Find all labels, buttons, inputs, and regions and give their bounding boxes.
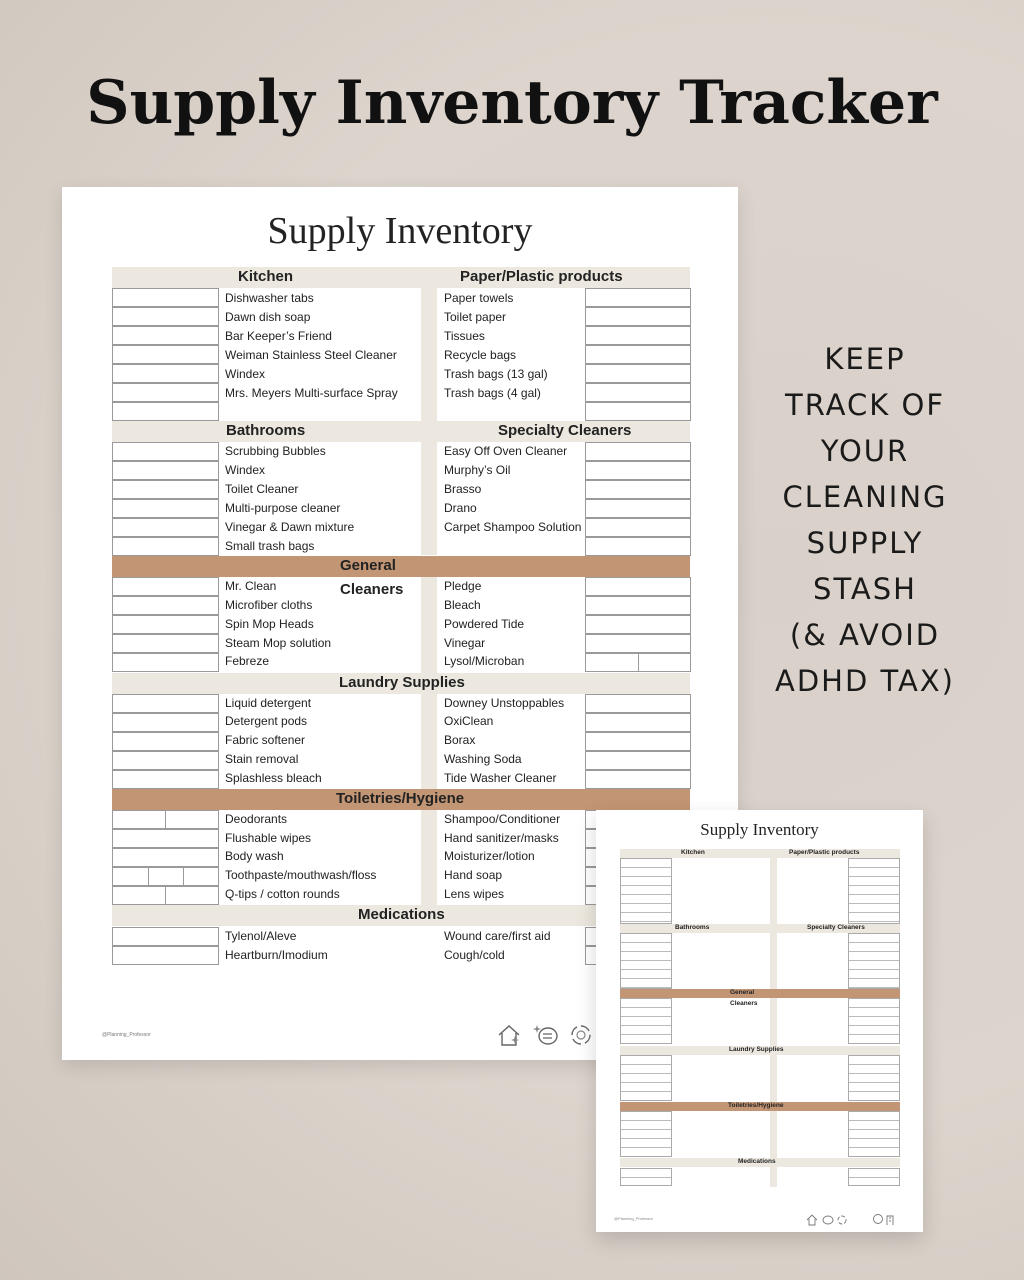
item-laundry: Detergent pods <box>225 714 308 728</box>
checkbox-toiletries-2[interactable] <box>112 829 219 848</box>
item-bathrooms: Toilet Cleaner <box>225 482 299 496</box>
checkbox-medications-1[interactable] <box>112 927 219 946</box>
mini-boxes <box>620 998 672 1044</box>
mini-boxes <box>848 998 900 1044</box>
sheet-credit: @Planning_Professor <box>102 1032 151 1038</box>
item-laundry: Borax <box>444 733 476 747</box>
item-general: Mr. Clean <box>225 579 277 593</box>
tagline-line: YOUR <box>820 434 910 468</box>
item-kitchen: Bar Keeper’s Friend <box>225 329 332 343</box>
mini-boxes <box>620 1111 672 1157</box>
item-bathrooms: Windex <box>225 463 266 477</box>
item-toiletries: Moisturizer/lotion <box>444 849 535 863</box>
item-laundry: Washing Soda <box>444 752 522 766</box>
item-toiletries: Hand soap <box>444 868 503 882</box>
item-laundry: Liquid detergent <box>225 696 312 710</box>
mini-icons-2 <box>872 1212 898 1229</box>
item-general: Spin Mop Heads <box>225 617 314 631</box>
mini-boxes <box>848 1111 900 1157</box>
checkbox-general-3[interactable] <box>112 615 219 634</box>
mini-label-kitchen: Kitchen <box>681 849 705 856</box>
checkbox-general-r3[interactable] <box>585 615 691 634</box>
section-title-paper: Paper/Plastic products <box>460 268 623 285</box>
item-laundry: Stain removal <box>225 752 299 766</box>
section-title-toiletries: Toiletries/Hygiene <box>336 790 465 807</box>
item-toiletries: Shampoo/Conditioner <box>444 812 561 826</box>
header-bar-general <box>112 556 690 577</box>
checkbox-general-r5[interactable] <box>585 653 691 672</box>
column-divider <box>421 577 437 673</box>
mini-boxes <box>620 933 672 989</box>
checkbox-bathrooms-4[interactable] <box>112 499 219 518</box>
tagline-line: ADHD TAX) <box>774 664 955 698</box>
mini-divider <box>770 998 777 1046</box>
mini-label-toiletries: Toiletries/Hygiene <box>728 1102 784 1109</box>
mini-boxes <box>620 1055 672 1101</box>
checkbox-general-r2[interactable] <box>585 596 691 615</box>
checkbox-general-r4[interactable] <box>585 634 691 653</box>
checkbox-laundry-r5[interactable] <box>585 770 691 789</box>
item-specialty: Brasso <box>444 482 482 496</box>
mini-divider <box>770 1167 777 1187</box>
checkbox-laundry-r3[interactable] <box>585 732 691 751</box>
section-title-bathrooms: Bathrooms <box>226 422 306 439</box>
section-title-general: General <box>340 557 396 574</box>
checkbox-specialty-4[interactable] <box>585 499 691 518</box>
checkbox-medications-2[interactable] <box>112 946 219 965</box>
checkbox-kitchen-2[interactable] <box>112 307 219 326</box>
item-paper: Paper towels <box>444 291 514 305</box>
mini-boxes <box>620 858 672 924</box>
recycle-icon <box>568 1022 594 1054</box>
tagline-line: (& AVOID <box>789 618 941 652</box>
checkbox-bathrooms-3[interactable] <box>112 480 219 499</box>
mini-label-general: General <box>730 989 755 996</box>
section-title-cleaners: Cleaners <box>340 581 404 598</box>
mini-divider <box>770 1111 777 1158</box>
checkbox-paper-1[interactable] <box>585 288 691 307</box>
checkbox-general-4[interactable] <box>112 634 219 653</box>
checkbox-laundry-2[interactable] <box>112 713 219 732</box>
promo-tagline <box>760 336 970 704</box>
item-laundry: Downey Unstoppables <box>444 696 565 710</box>
house-sparkle-icon <box>496 1022 522 1054</box>
checkbox-kitchen-3[interactable] <box>112 326 219 345</box>
tagline-line: CLEANING <box>782 480 948 514</box>
column-divider <box>421 810 437 905</box>
mini-credit: @Planning_Professor <box>614 1216 653 1221</box>
mini-label-medications: Medications <box>738 1158 776 1165</box>
mini-icons <box>806 1212 856 1229</box>
item-bathrooms: Small trash bags <box>225 539 315 553</box>
checkbox-laundry-r1[interactable] <box>585 694 691 713</box>
mini-label-bathrooms: Bathrooms <box>675 924 710 931</box>
item-laundry: OxiClean <box>444 714 494 728</box>
mini-label-paper: Paper/Plastic products <box>789 849 860 856</box>
section-title-specialty: Specialty Cleaners <box>498 422 632 439</box>
column-divider <box>421 694 437 789</box>
item-general: Powdered Tide <box>444 617 525 631</box>
checkbox-general-1[interactable] <box>112 577 219 596</box>
mini-label-laundry: Laundry Supplies <box>729 1046 784 1053</box>
item-toiletries: Hand sanitizer/masks <box>444 831 559 845</box>
item-kitchen: Windex <box>225 367 266 381</box>
mini-divider <box>770 849 777 989</box>
item-kitchen: Dishwasher tabs <box>225 291 314 305</box>
checkbox-general-5[interactable] <box>112 653 219 672</box>
column-divider <box>421 267 437 555</box>
item-medications: Wound care/first aid <box>444 929 551 943</box>
checkbox-laundry-r4[interactable] <box>585 751 691 770</box>
item-medications: Heartburn/Imodium <box>225 948 328 962</box>
checkbox-kitchen-1[interactable] <box>112 288 219 307</box>
item-toiletries: Q-tips / cotton rounds <box>225 887 340 901</box>
checkbox-specialty-3[interactable] <box>585 480 691 499</box>
tagline-line: KEEP <box>824 342 906 376</box>
checkbox-toiletries-1[interactable] <box>112 810 219 829</box>
checkbox-paper-3[interactable] <box>585 326 691 345</box>
checkbox-specialty-5[interactable] <box>585 518 691 537</box>
mini-boxes <box>620 1168 672 1186</box>
item-bathrooms: Scrubbing Bubbles <box>225 444 326 458</box>
mini-divider <box>770 1055 777 1102</box>
promo-headline: Supply Inventory Tracker <box>86 68 938 138</box>
item-paper: Trash bags (4 gal) <box>444 386 541 400</box>
checkbox-laundry-4[interactable] <box>112 751 219 770</box>
checkbox-kitchen-7[interactable] <box>112 402 219 421</box>
checkbox-paper-6[interactable] <box>585 383 691 402</box>
item-specialty: Drano <box>444 501 477 515</box>
mini-label-specialty: Specialty Cleaners <box>807 924 865 931</box>
item-general: Pledge <box>444 579 482 593</box>
checkbox-laundry-r2[interactable] <box>585 713 691 732</box>
checkbox-laundry-3[interactable] <box>112 732 219 751</box>
checkbox-bathrooms-1[interactable] <box>112 442 219 461</box>
checkbox-bathrooms-5[interactable] <box>112 518 219 537</box>
item-bathrooms: Multi-purpose cleaner <box>225 501 341 515</box>
item-paper: Recycle bags <box>444 348 517 362</box>
checkbox-specialty-1[interactable] <box>585 442 691 461</box>
item-toiletries: Lens wipes <box>444 887 505 901</box>
item-paper: Trash bags (13 gal) <box>444 367 548 381</box>
checkbox-bathrooms-2[interactable] <box>112 461 219 480</box>
checkbox-laundry-5[interactable] <box>112 770 219 789</box>
sheet-title: Supply Inventory <box>267 210 533 252</box>
mini-title: Supply Inventory <box>700 820 819 839</box>
mini-boxes <box>848 1055 900 1101</box>
checkbox-paper-2[interactable] <box>585 307 691 326</box>
checkbox-paper-7[interactable] <box>585 402 691 421</box>
item-toiletries: Toothpaste/mouthwash/floss <box>225 868 377 882</box>
section-title-laundry: Laundry Supplies <box>339 674 465 691</box>
item-toiletries: Flushable wipes <box>225 831 312 845</box>
item-general: Bleach <box>444 598 481 612</box>
section-title-kitchen: Kitchen <box>238 268 294 285</box>
item-paper: Toilet paper <box>444 310 507 324</box>
item-specialty: Carpet Shampoo Solution <box>444 520 582 534</box>
checkbox-bathrooms-6[interactable] <box>112 537 219 556</box>
item-laundry: Splashless bleach <box>225 771 322 785</box>
cleaning-hand-icon <box>532 1022 560 1054</box>
mini-boxes <box>848 1168 900 1186</box>
item-general: Febreze <box>225 654 270 668</box>
section-title-medications: Medications <box>358 906 445 923</box>
checkbox-paper-5[interactable] <box>585 364 691 383</box>
item-toiletries: Body wash <box>225 849 284 863</box>
checkbox-toiletries-4[interactable] <box>112 867 219 886</box>
checkbox-toiletries-3[interactable] <box>112 848 219 867</box>
tagline-line: TRACK OF <box>784 388 945 422</box>
mini-header-general <box>620 989 900 998</box>
item-specialty: Murphy’s Oil <box>444 463 511 477</box>
mini-boxes <box>848 933 900 989</box>
item-medications: Cough/cold <box>444 948 505 962</box>
checkbox-general-2[interactable] <box>112 596 219 615</box>
checkbox-laundry-1[interactable] <box>112 694 219 713</box>
item-general: Steam Mop solution <box>225 636 332 650</box>
checkbox-kitchen-5[interactable] <box>112 364 219 383</box>
mini-sheet-preview <box>596 810 923 1232</box>
item-general: Microfiber cloths <box>225 598 313 612</box>
item-laundry: Fabric softener <box>225 733 306 747</box>
item-kitchen: Mrs. Meyers Multi-surface Spray <box>225 386 398 400</box>
tagline-line: SUPPLY <box>806 526 924 560</box>
item-kitchen: Dawn dish soap <box>225 310 311 324</box>
checkbox-kitchen-6[interactable] <box>112 383 219 402</box>
item-toiletries: Deodorants <box>225 812 288 826</box>
item-medications: Tylenol/Aleve <box>225 929 297 943</box>
item-bathrooms: Vinegar & Dawn mixture <box>225 520 355 534</box>
checkbox-general-r1[interactable] <box>585 577 691 596</box>
item-laundry: Tide Washer Cleaner <box>444 771 557 785</box>
tagline-line: STASH <box>813 572 917 606</box>
item-specialty: Easy Off Oven Cleaner <box>444 444 568 458</box>
item-general: Lysol/Microban <box>444 654 525 668</box>
checkbox-specialty-6[interactable] <box>585 537 691 556</box>
checkbox-specialty-2[interactable] <box>585 461 691 480</box>
mini-boxes <box>848 858 900 924</box>
checkbox-toiletries-5[interactable] <box>112 886 219 905</box>
item-general: Vinegar <box>444 636 486 650</box>
item-kitchen: Weiman Stainless Steel Cleaner <box>225 348 397 362</box>
checkbox-paper-4[interactable] <box>585 345 691 364</box>
mini-label-cleaners: Cleaners <box>730 1000 758 1007</box>
checkbox-kitchen-4[interactable] <box>112 345 219 364</box>
item-paper: Tissues <box>444 329 485 343</box>
